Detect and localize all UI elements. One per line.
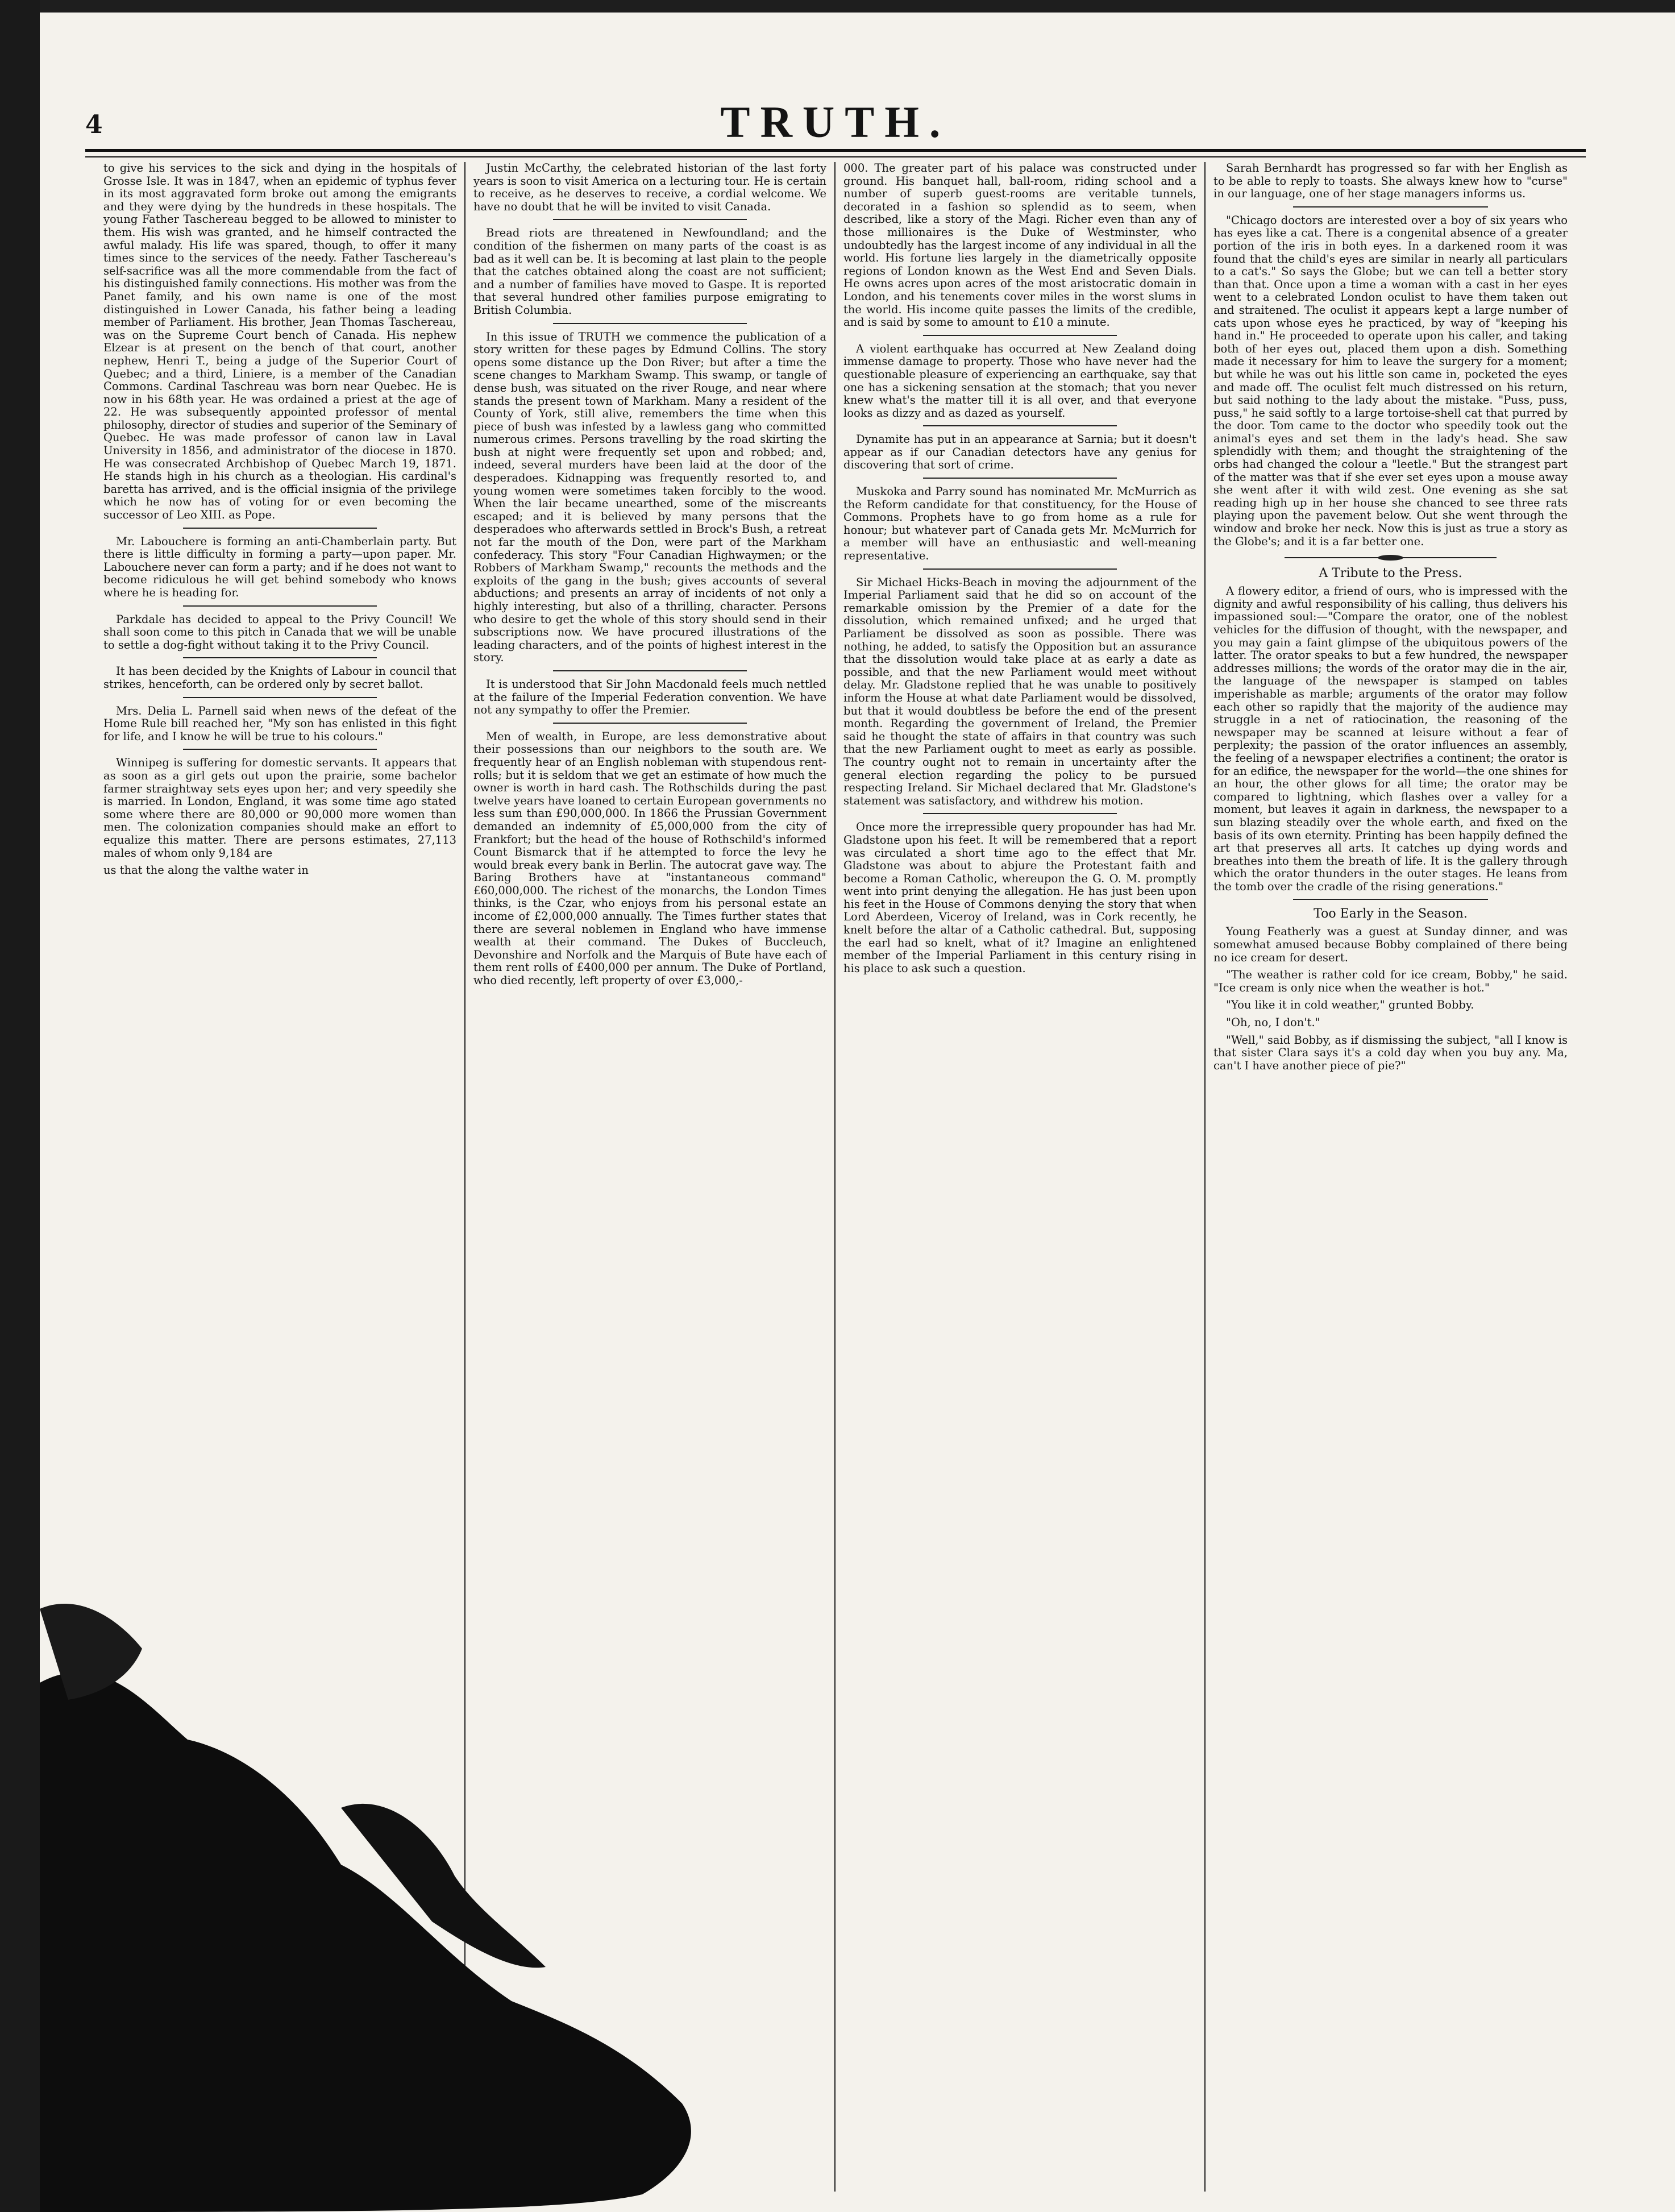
article-paragraph: Bread riots are threatened in Newfoundland; and the condition of the fishermen on many parts of the coast is as bad as it well can be. It is becoming at last plain to the people that the catches obtained along the coast are not sufficient; and a number of families have moved to Gaspe. It is reported that several hundred other families purpose emigrating to British Columbia. (473, 226, 826, 317)
article-paragraph: It is understood that Sir John Macdonald feels much nettled at the failure of the Imperial Federation convention. We have not any sympathy to offer the Premier. (473, 677, 826, 717)
column-rule (183, 605, 377, 607)
article-paragraph: Young Featherly was a guest at Sunday dinner, and was somewhat amused because Bobby complained of there being no ice cream for desert. (1213, 925, 1568, 964)
scan-top-edge (40, 0, 1675, 13)
article-paragraph: A violent earthquake has occurred at New Zealand doing immense damage to property. Those who have never had the questionable pleasure of experiencing an earthquake, say that one has a sickening sensation at the stomach; that you never knew what's the matter till it is all over, and that everyone looks as dizzy and as dazed as yourself. (843, 342, 1196, 420)
column-rule (923, 478, 1117, 479)
article-paragraph: "Chicago doctors are interested over a boy of six years who has eyes like a cat. There is a congenital absence of a greater portion of the iris in both eyes. In a darkened room it was found that the child's eyes are similar in nearly all particulars to a cat's." So says the Globe; but we can tell a better story than that. Once upon a time a woman with a cast in her eyes went to a celebrated London oculist to have them taken out and straitened. The oculist it appears kept a large number of cats upon whose eyes he practiced, by way of "keeping his hand in." He proceeded to operate upon his caller, and taking both of her eyes out, placed them upon a dish. Something made it necessary for him to leave the surgery for a moment; but while he was out his little son came in, pocketed the eyes and made off. The oculist felt much distressed on his return, but said nothing to the lady about the mistake. "Puss, puss, puss," he said softly to a large tortoise-shell cat that purred by the door. Tom came to the doctor who speedily took out the animal's eyes and set them in the lady's head. She saw splendidly with them; and thought the straightening of the orbs had changed the colour a "leetle." But the strangest part of the matter was that if she ever set eyes upon a mouse away she went after it with wild zest. One evening as she sat reading high up in her house she chanced to see three rats playing upon the pavement below. Out she went through the window and broke her neck. Now this is just as true a story as the Globe's; and it is a far better one. (1213, 213, 1568, 548)
article-paragraph: Sir Michael Hicks-Beach in moving the adjournment of the Imperial Parliament said that he did so on account of the remarkable omission by the Premier of a date for the dissolution, which remained unfixed; and he urged that Parliament be dissolved as soon as possible. There was nothing, he added, to satisfy the Opposition but an assurance that the dissolution would take place at as early a date as possible, and that the new Parliament would meet without delay. Mr. Gladstone replied that he was unable to positively inform the House at what date Parliament would be dissolved, but that it would doubtless be before the end of the present month. Regarding the government of Ireland, the Premier said he thought the state of affairs in that country was such that the new Parliament ought to meet as early as possible. The country ought not to remain in uncertainty after the general election regarding the policy to be pursued respecting Ireland. Sir Michael declared that Mr. Gladstone's statement was satisfactory, and withdrew his motion. (843, 575, 1196, 807)
article-paragraph: Winnipeg is suffering for domestic servants. It appears that as soon as a girl gets out upon the prairie, some bachelor farmer straightway sets eyes upon her; and very speedily she is married. In London, England, it was some time ago stated some where there are 80,000 or 90,000 more women than men. The colonization companies should make an effort to equalize this matter. There are persons estimates, 27,113 males of whom only 9,184 are (103, 756, 456, 860)
column-rule (183, 697, 377, 698)
column-2 (465, 162, 836, 2192)
article-paragraph: Muskoka and Parry sound has nominated Mr. McMurrich as the Reform candidate for that constituency, for the House of Commons. Prophets have to go from home as a rule for honour; but whatever part of Canada gets Mr. McMurrich for a member will have an enthusiastic and well-meaning representative. (843, 485, 1196, 563)
column-rule (923, 335, 1117, 336)
page-header (85, 85, 1586, 148)
column-rule (923, 813, 1117, 814)
masthead-title: TRUTH. (720, 97, 951, 147)
article-paragraph: "Well," said Bobby, as if dismissing the subject, "all I know is that sister Clara says it's a cold day when you buy any. Ma, can't I have another piece of pie?" (1213, 1033, 1568, 1072)
column-rule (1293, 899, 1488, 900)
article-paragraph: Justin McCarthy, the celebrated historian of the last forty years is soon to visit America on a lecturing tour. He is certain to receive, as he deserves to receive, a cordial welcome. We have no doubt that he will be invited to visit Canada. (473, 162, 826, 213)
column-rule (183, 528, 377, 529)
article-paragraph: Mr. Labouchere is forming an anti-Chamberlain party. But there is little difficulty in forming a party—upon paper. Mr. Labouchere never can form a party; and if he does not want to become ridiculous he will get behind somebody who knows where he is heading for. (103, 534, 456, 599)
column-rule (183, 749, 377, 750)
scan-edge (0, 0, 40, 2212)
article-paragraph: "The weather is rather cold for ice cream, Bobby," he said. "Ice cream is only nice when the weather is hot." (1213, 968, 1568, 994)
page-number: 4 (85, 110, 103, 139)
article-paragraph: "You like it in cold weather," grunted Bobby. (1226, 998, 1474, 1012)
column-rule (1293, 206, 1488, 207)
column-rule (553, 219, 747, 220)
article-paragraph: Mrs. Delia L. Parnell said when news of the defeat of the Home Rule bill reached her, "My son has enlisted in this fight for life, and I know he will be true to his colours." (103, 704, 456, 743)
column-rule (923, 425, 1117, 426)
article-paragraph: A flowery editor, a friend of ours, who is impressed with the dignity and awful responsibility of his calling, thus delivers his impassioned soul:—"Compare the orator, one of the noblest vehicles for the diffusion of thought, with the newspaper, and you may gain a faint glimpse of the ubiquitous powers of the latter. The orator speaks to but a few hundred, the newspaper addresses millions; the words of the orator may die in the air, the language of the newspaper is stamped on tables imperishable as marble; arguments of the orator may follow each other so rapidly that the majority of the audience may struggle in a net of ratiocination, the reasoning of the newspaper may be scanned at leisure without a fear of perplexity; the passion of the orator influences an assembly, the feeling of a newspaper electrifies a continent; the orator is for an edifice, the newspaper for the world—the one shines for an hour, the other glows for all time; the orator may be compared to lightning, which flashes over a valley for a moment, but leaves it again in darkness, the newspaper to a sun blazing steadily over the whole earth, and fixed on the basis of its own eternity. Printing has been happily defined the art that preserves all arts. It catches up dying words and breathes into them the breath of life. It is the gallery through which the orator thunders in the outer stages. He leans from the tomb over the cradle of the rising generations." (1213, 584, 1568, 893)
article-heading: Too Early in the Season. (1314, 907, 1468, 922)
article-heading: A Tribute to the Press. (1319, 566, 1462, 581)
article-paragraph: Parkdale has decided to appeal to the Privy Council! We shall soon come to this pitch in Canada that we will be unable to settle a dog-fight without taking it to the Privy Council. (103, 612, 456, 651)
column-rule (553, 670, 747, 671)
article-paragraph: In this issue of TRUTH we commence the publication of a story written for these pages by Edmund Collins. The story opens some distance up the Don River; but after a time the scene changes to Markham Swamp. This swamp, or tangle of dense bush, was situated on the river Rouge, and near where stands the present town of Markham. Many a resident of the County of York, still alive, remembers the time when this piece of bush was infested by a lawless gang who committed numerous crimes. Persons travelling by the road skirting the bush at night were frequently set upon and robbed; and, indeed, several murders have been laid at the door of the desperadoes. Kidnapping was frequently resorted to, and young women were sometimes taken forcibly to the wood. When the lair became unearthed, some of the miscreants escaped; and it is believed by many persons that the desperadoes who afterwards settled in Brock's Bush, a retreat not far the mouth of the Don, were part of the Markham confederacy. This story "Four Canadian Highwaymen; or the Robbers of Markham Swamp," recounts the methods and the exploits of the gang in the bush; gives accounts of several abductions; and presents an array of incidents of not only a highly interesting, but also of a thrilling, character. Persons who desire to get the whole of this story should send in their subscriptions now. We have procured illustrations of the leading characters, and of the points of highest interest in the story. (473, 330, 826, 665)
article-paragraph: to give his services to the sick and dying in the hospitals of Grosse Isle. It was in 1847, when an epidemic of typhus fever in its most aggravated form broke out among the emigrants and they were dying by the hundreds in these hospitals. The young Father Taschereau begged to be allowed to minister to them. His wish was granted, and he himself contracted the awful malady. His life was spared, though, to offer it many times since to the services of the needy. Father Taschereau's self-sacrifice was all the more commendable from the fact of his distinguished family connections. His mother was from the Panet family, and his own name is one of the most distinguished in Lower Canada, his father being a leading member of Parliament. His brother, Jean Thomas Taschereau, was on the Supreme Court bench of Canada. His nephew Elzear is at present on the bench of that court, another nephew, Henri T., being a judge of the Superior Court of Quebec; and a third, Liniere, is a member of the Canadian Commons. Cardinal Taschreau was born near Quebec. He is now in his 68th year. He was ordained a priest at the age of 22. He was subsequently appointed professor of mental philosophy, director of studies and superior of the Seminary of Quebec. He was made professor of canon law in Laval University in 1856, and administrator of the diocese in 1870. He was consecrated Archbishop of Quebec March 19, 1871. He stands high in his church as a theologian. His cardinal's baretta has arrived, and is the official insignia of the privilege which he now has of voting for or even becoming the successor of Leo XIII. as Pope. (103, 162, 456, 522)
ornament-divider (1285, 555, 1497, 561)
article-paragraph: Men of wealth, in Europe, are less demonstrative about their possessions than our neighbors to the south are. We frequently hear of an English nobleman with stupendous rent-rolls; but it is seldom that we get an estimate of how much the owner is worth in hard cash. The Rothschilds during the past twelve years have loaned to certain European governments no less sum than £90,000,000. In 1866 the Prussian Government demanded an indemnity of £5,000,000 from the city of Frankfort; but the head of the house of Rothschild's informed Count Bismarck that if he attempted to force the levy he would break every bank in Berlin. The autocrat gave way. The Baring Brothers have at "instantaneous command" £60,000,000. The richest of the monarchs, the London Times thinks, is the Czar, who enjoys from his personal estate an income of £2,000,000 annually. The Times further states that there are several noblemen in England who have immense wealth at their command. The Dukes of Buccleuch, Devonshire and Norfolk and the Marquis of Bute have each of them rent rolls of £400,000 per annum. The Duke of Portland, who died recently, left property of over £3,000,- (473, 729, 826, 987)
article-paragraph: us that the along the valthe water in (103, 864, 309, 877)
column-rule (923, 568, 1117, 570)
column-rule (553, 723, 747, 724)
column-4 (1206, 162, 1576, 2192)
article-paragraph: Dynamite has put in an appearance at Sarnia; but it doesn't appear as if our Canadian detectors have any genius for discovering that sort of crime. (843, 433, 1196, 472)
article-paragraph: It has been decided by the Knights of Labour in council that strikes, henceforth, can be ordered only by secret ballot. (103, 665, 456, 691)
newspaper-body (95, 162, 1576, 2192)
article-paragraph: Sarah Bernhardt has progressed so far with her English as to be able to reply to toasts. She always knew how to "curse" in our language, one of her stage managers informs us. (1213, 162, 1568, 201)
article-paragraph: Once more the irrepressible query propounder has had Mr. Gladstone upon his feet. It will be remembered that a report was circulated a short time ago to the effect that Mr. Gladstone was about to abjure the Protestant faith and become a Roman Catholic, whereupon the G. O. M. promptly went into print denying the allegation. He has just been upon his feet in the House of Commons denying the story that when Lord Aberdeen, Viceroy of Ireland, was in Cork recently, he knelt before the altar of a Catholic cathedral. But, supposing the earl had so knelt, what of it? Imagine an enlightened member of the Imperial Parliament in this century rising in his place to ask such a question. (843, 820, 1196, 975)
masthead-rule (85, 149, 1586, 157)
column-rule (553, 323, 747, 324)
column-1 (95, 162, 465, 2192)
article-paragraph: "Oh, no, I don't." (1226, 1016, 1320, 1030)
column-3 (836, 162, 1206, 2192)
article-paragraph: 000. The greater part of his palace was constructed under ground. His banquet hall, ball-room, riding school and a number of superb guest-rooms are veritable tunnels, decorated in a fashion so splendid as to seem, when described, like a story of the Magi. Richer even than any of those millionaires is the Duke of Westminster, who undoubtedly has the largest income of any individual in all the world. His fortune lies largely in the diametrically opposite regions of London known as the West End and Seven Dials. He owns acres upon acres of the most aristocratic domain in London, and his tenements cover miles in the worst slums in the world. His income quite passes the limits of the credible, and is said by some to amount to £10 a minute. (843, 162, 1196, 329)
column-rule (183, 657, 377, 658)
